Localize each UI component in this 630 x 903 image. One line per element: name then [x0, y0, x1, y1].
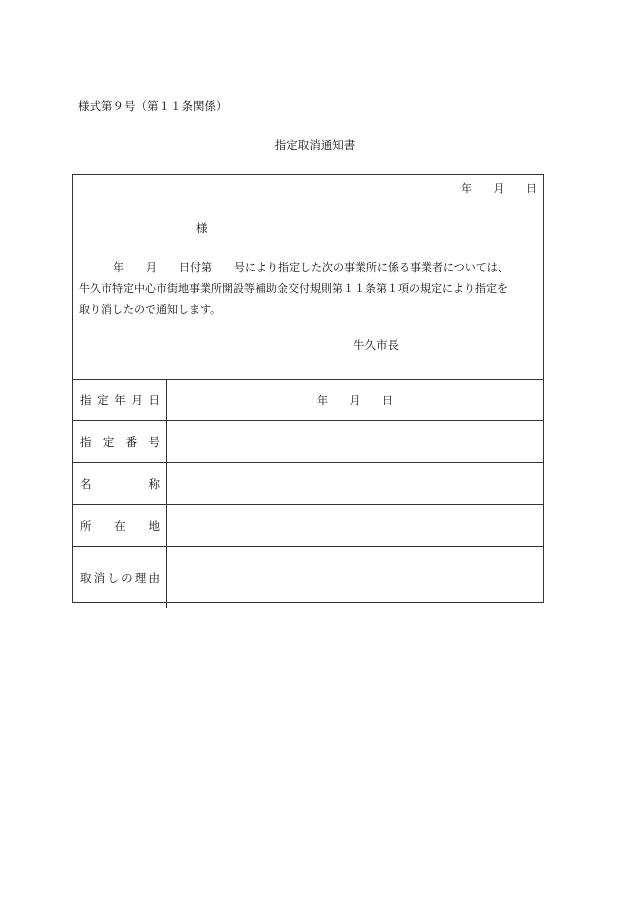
row-label	[73, 463, 167, 504]
addressee: 様	[196, 221, 208, 235]
row-label-text: 所 在 地	[80, 518, 160, 533]
row-label	[73, 547, 167, 608]
row-value	[167, 547, 543, 608]
form-number: 様式第９号（第１１条関係）	[78, 99, 228, 113]
row-location	[73, 505, 543, 547]
body-line: 牛久市特定中心市街地事業所開設等補助金交付規則第１１条第１項の規定により指定を	[79, 282, 508, 295]
notice-body	[79, 257, 541, 320]
body-line: 年 月 日付第 号により指定した次の事業所に係る事業者については、	[113, 261, 509, 274]
document-title: 指定取消通知書	[274, 138, 356, 152]
body-line: 取り消したので通知します。	[79, 303, 222, 316]
notice-date: 年 月 日	[461, 182, 537, 195]
issuer: 牛久市長	[353, 338, 399, 352]
row-label-text: 取 消 し の 理 由	[80, 570, 160, 585]
row-value	[167, 505, 543, 546]
row-designation-date	[73, 380, 543, 421]
notice-section	[73, 175, 543, 380]
row-label-text: 指 定 番 号	[80, 434, 160, 449]
detail-rows	[73, 380, 543, 608]
row-designation-number	[73, 421, 543, 463]
row-label-text: 指 定 年 月 日	[80, 393, 160, 407]
row-value: 年 月 日	[317, 394, 393, 407]
row-value	[167, 421, 543, 462]
row-label	[73, 421, 167, 462]
row-label-text: 名 称	[80, 476, 160, 491]
row-cancellation-reason	[73, 547, 543, 608]
notice-form	[72, 174, 544, 603]
row-value	[167, 463, 543, 504]
row-label	[73, 380, 167, 420]
row-label	[73, 505, 167, 546]
row-name	[73, 463, 543, 505]
